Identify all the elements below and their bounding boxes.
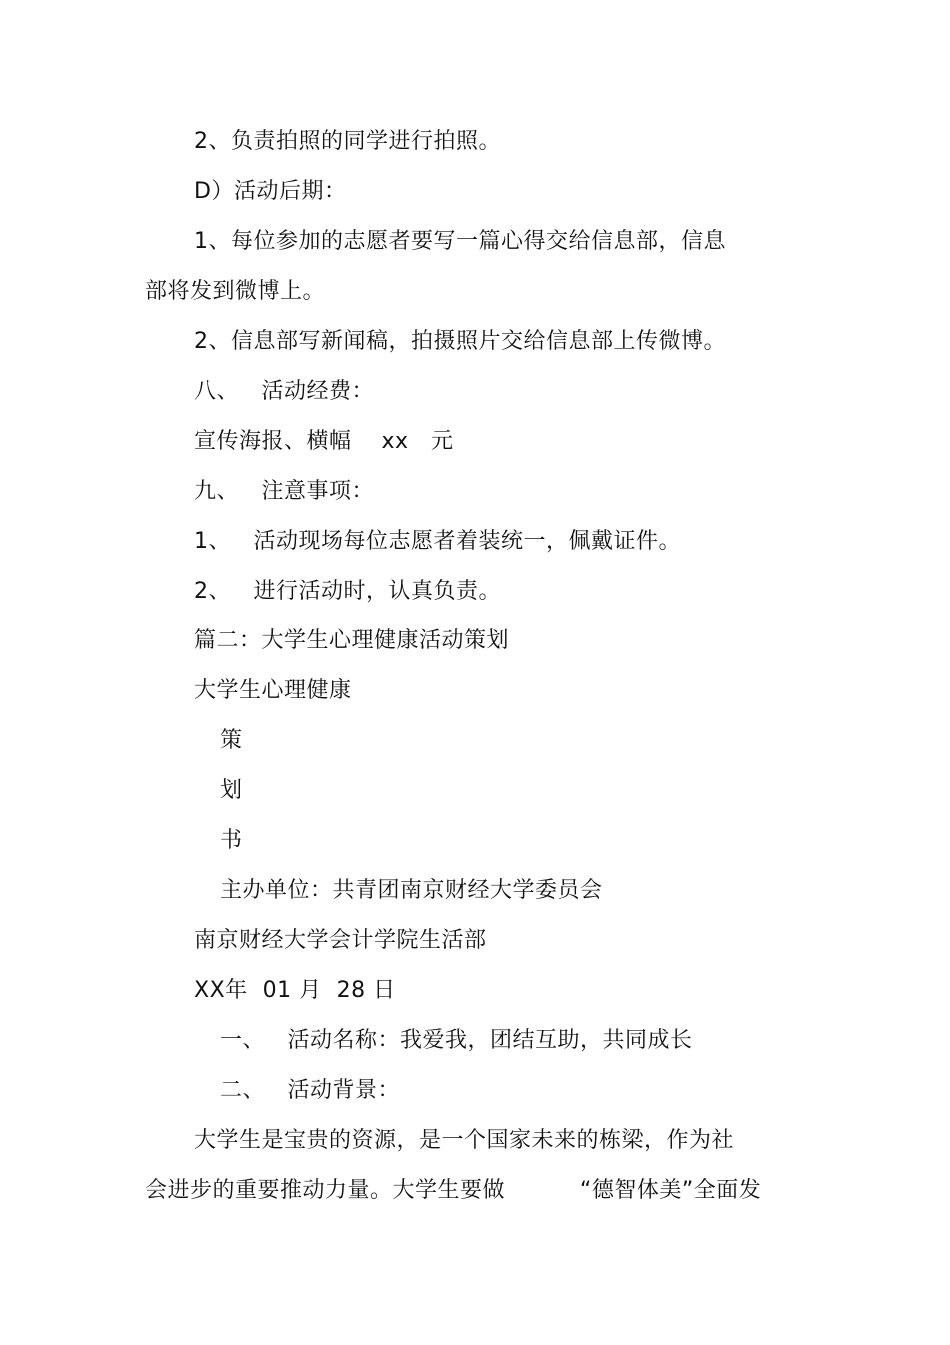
text-line: 大学生心理健康 xyxy=(194,678,352,703)
text-line: 2、负责拍照的同学进行拍照。 xyxy=(194,129,501,154)
text-line: 2、信息部写新闻稿，拍摄照片交给信息部上传微博。 xyxy=(194,329,726,354)
text-line: 1、 活动现场每位志愿者着装统一，佩戴证件。 xyxy=(194,529,681,554)
text-line: 主办单位：共青团南京财经大学委员会 xyxy=(220,878,603,903)
section-heading: 篇二：大学生心理健康活动策划 xyxy=(194,628,510,653)
text-line: D）活动后期： xyxy=(194,179,347,204)
text-line: 会进步的重要推动力量。大学生要做 “德智体美”全面发 xyxy=(145,1178,762,1203)
text-line: 划 xyxy=(220,778,243,803)
text-line: 八、 活动经费： xyxy=(194,379,374,404)
text-line: 二、 活动背景： xyxy=(220,1078,400,1103)
text-line: 策 xyxy=(220,728,243,753)
text-line: 部将发到微博上。 xyxy=(145,279,326,304)
text-line: 一、 活动名称：我爱我，团结互助，共同成长 xyxy=(220,1028,693,1053)
text-line: 书 xyxy=(220,828,243,853)
text-line: 南京财经大学会计学院生活部 xyxy=(194,928,487,953)
text-line: 宣传海报、横幅 xx 元 xyxy=(194,429,454,454)
text-line: 2、 进行活动时，认真负责。 xyxy=(194,579,501,604)
date-line: XX年 01 月 28 日 xyxy=(194,978,396,1003)
text-line: 大学生是宝贵的资源，是一个国家未来的栋梁，作为社 xyxy=(194,1128,735,1153)
text-line: 1、每位参加的志愿者要写一篇心得交给信息部，信息 xyxy=(194,229,726,254)
text-line: 九、 注意事项： xyxy=(194,479,374,504)
